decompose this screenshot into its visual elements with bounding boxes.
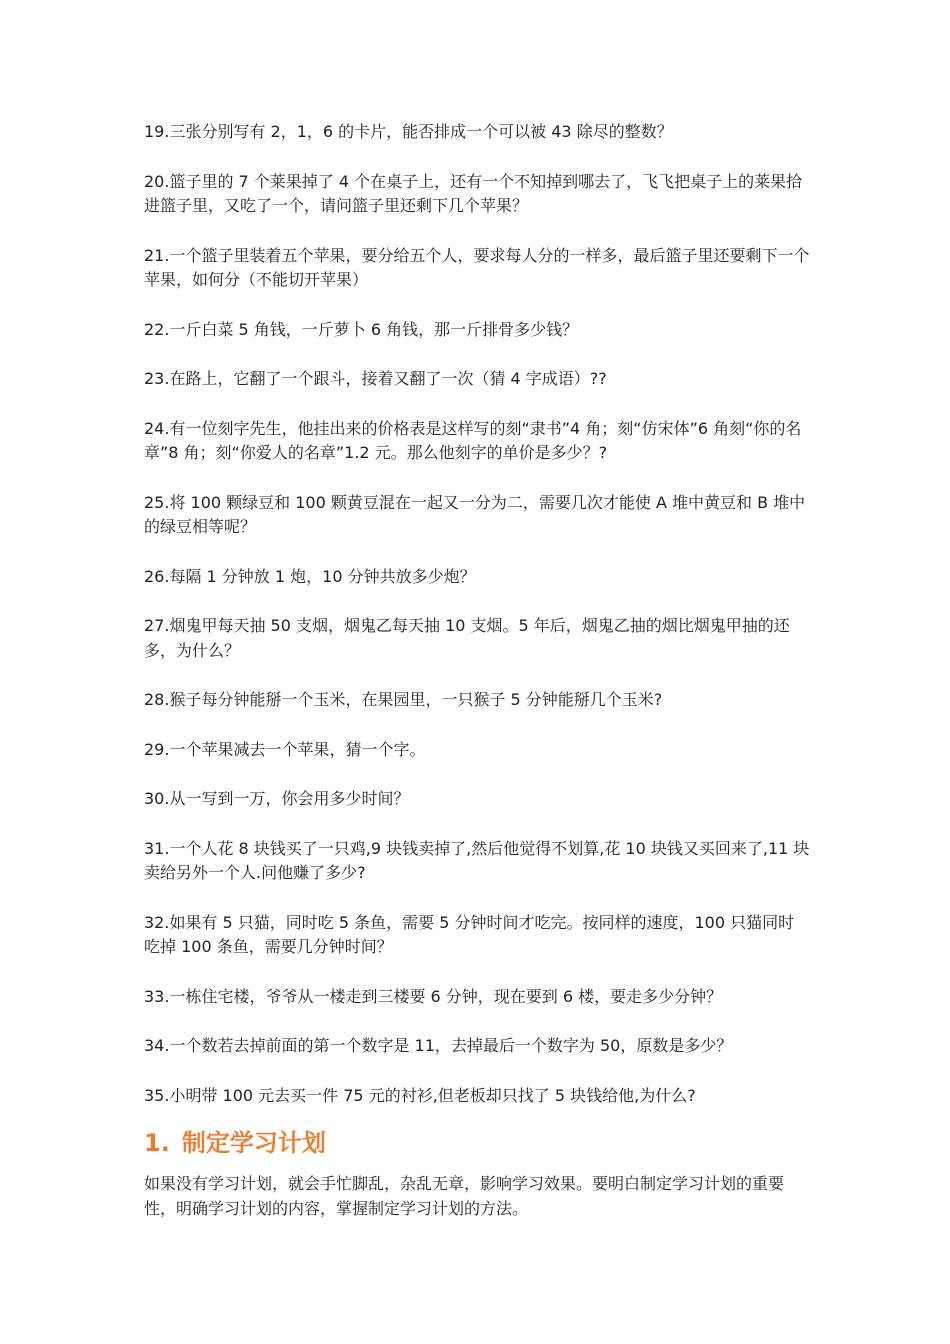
question-27: 27.烟鬼甲每天抽 50 支烟，烟鬼乙每天抽 10 支烟。5 年后，烟鬼乙抽的烟比烟鬼甲抽的还多，为什么？ (144, 616, 790, 660)
question-20: 20.篮子里的 7 个莱果掉了 4 个在桌子上，还有一个不知掉到哪去了，飞飞把桌子上的莱果拾进篮子里，又吃了一个，请问篮子里还剩下几个苹果？ (144, 171, 803, 215)
section-heading (144, 1126, 810, 1160)
question-34: 34.一个数若去掉前面的第一个数字是 11，去掉最后一个数字为 50，原数是多少？ (144, 1036, 733, 1055)
question-21: 21.一个篮子里装着五个苹果，要分给五个人，要求每人分的一样多，最后篮子里还要剩下一个苹果，如何分（不能切开苹果） (144, 245, 810, 289)
question-30: 30.从一写到一万，你会用多少时间？ (144, 789, 410, 808)
question-19: 19.三张分别写有 2，1，6 的卡片，能否排成一个可以被 43 除尽的整数？ (144, 122, 673, 141)
question-32: 32.如果有 5 只猫，同时吃 5 条鱼，需要 5 分钟时间才吃完。按同样的速度，100 只猫同时吃掉 100 条鱼，需要几分钟时间？ (144, 912, 795, 956)
question-29: 29.一个苹果减去一个苹果，猜一个字。 (144, 739, 426, 759)
question-28: 28.猴子每分钟能掰一个玉米，在果园里，一只猴子 5 分钟能掰几个玉米? (144, 690, 663, 709)
question-23: 23.在路上，它翻了一个跟斗，接着又翻了一次（猜 4 字成语）?? (144, 369, 607, 388)
section-number: 1. (144, 1129, 170, 1157)
section-title: 制定学习计划 (181, 1129, 326, 1157)
question-35: 35.小明带 100 元去买一件 75 元的衬衫,但老板却只找了 5 块钱给他,为什么? (144, 1085, 696, 1105)
question-22: 22.一斤白菜 5 角钱，一斤萝卜 6 角钱，那一斤排骨多少钱？ (144, 319, 579, 339)
question-33: 33.一栋住宅楼，爷爷从一楼走到三楼要 6 分钟，现在要到 6 楼，要走多少分钟？ (144, 986, 723, 1006)
question-26: 26.每隔 1 分钟放 1 炮，10 分钟共放多少炮？ (144, 566, 476, 586)
document-page (144, 120, 810, 1221)
section-intro: 如果没有学习计划，就会手忙脚乱，杂乱无章，影响学习效果。要明白制定学习计划的重要性，明确学习计划的内容，掌握制定学习计划的方法。 (144, 1174, 785, 1218)
question-31: 31.一个人花 8 块钱买了一只鸡,9 块钱卖掉了,然后他觉得不划算,花 10 块钱又买回来了,11 块卖给另外一个人.问他赚了多少? (144, 838, 810, 882)
question-25: 25.将 100 颗绿豆和 100 颗黄豆混在一起又一分为二，需要几次才能使 A 堆中黄豆和 B 堆中的绿豆相等呢？ (144, 492, 806, 536)
question-24: 24.有一位刻字先生，他挂出来的价格表是这样写的刻“隶书”4 角；刻“仿宋体”6 角刻“你的名章”8 角；刻“你爱人的名章”1.2 元。那么他刻字的单价是多少？? (144, 418, 802, 462)
